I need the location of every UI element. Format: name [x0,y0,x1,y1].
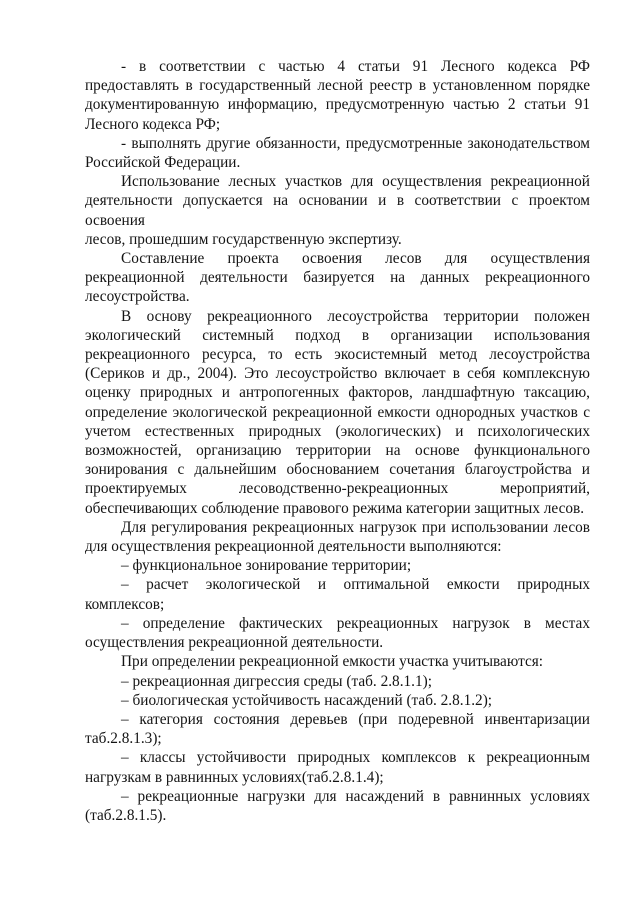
document-page [85,57,590,825]
list-item [85,575,590,613]
text-line: Составление проекта освоения лесов для осуществления [121,250,590,268]
text-line: лесов, прошедшим государственную экспертизу. [85,230,402,248]
text-line: возможностей, организацию территории на основе функционального [85,442,590,460]
text-line: деятельности допускается на основании и в соответствии с проектом освоения [85,192,590,229]
text-line: обеспечивающих соблюдение правового режима категории защитных лесов. [85,499,585,517]
text-line: В основу рекреационного лесоустройства территории положен [121,307,590,325]
text-line: определение экологической рекреационной емкости однородных участков с [85,403,590,421]
text-line: При определении рекреационной емкости участка учитываются: [121,653,544,671]
paragraph-lesoustroistvo [85,307,590,518]
text-line: – расчет экологической и оптимальной емкости природных комплексов; [85,576,590,613]
text-line: Для регулирования рекреационных нагрузок при использовании лесов [121,518,590,536]
text-line: – определение фактических рекреационных нагрузок в местах [121,614,590,632]
text-line: зонирования с дальнейшим обоснованием сочетания благоустройства и [85,461,590,479]
text-line: Использование лесных участков для осуществления рекреационной [121,173,590,191]
text-line: (Сериков и др., 2004). Это лесоустройство включает в себя комплексную [85,365,590,383]
list-item [85,748,590,786]
text-line: для осуществления рекреационной деятельности выполняются: [85,538,502,556]
list-item [85,787,590,825]
paragraph-obyazannosti [85,134,590,172]
text-line: нагрузкам в равнинных условиях(таб.2.8.1.4); [85,768,384,786]
text-line: экологический системный подход в организации использования [85,326,590,344]
text-line: таб.2.8.1.3); [85,730,162,748]
text-line: – классы устойчивости природных комплексов к рекреационным [121,749,590,767]
paragraph-reestr [85,57,590,134]
text-line: рекреационного ресурса, то есть экосистемный метод лесоустройства [85,346,590,364]
list-item [85,691,590,710]
text-line: Лесного кодекса РФ; [85,115,221,133]
text-line: осуществления рекреационной деятельности. [85,634,384,652]
list-item [85,672,590,691]
text-line: – рекреационная дигрессия среды (таб. 2.8.1.1); [121,672,432,690]
text-line: предоставлять в государственный лесной реестр в установленном порядке [85,77,590,95]
text-line: - выполнять другие обязанности, предусмотренные законодательством [121,134,590,152]
text-line: лесоустройства. [85,288,190,306]
text-line: оценку природных и антропогенных факторов, ландшафтную таксацию, [85,384,590,402]
text-line: – биологическая устойчивость насаждений (таб. 2.8.1.2); [121,691,493,709]
paragraph-emkost [85,652,590,671]
text-line: (таб.2.8.1.5). [85,806,167,824]
text-line: – рекреационные нагрузки для насаждений в равнинных условиях [121,787,590,805]
paragraph-regulirovanie [85,518,590,556]
paragraph-sostavlenie [85,249,590,307]
text-line: – функциональное зонирование территории; [121,557,412,575]
text-line: - в соответствии с частью 4 статьи 91 Лесного кодекса РФ [121,58,590,75]
text-line: Российской Федерации. [85,154,241,172]
list-item [85,614,590,652]
text-line: проектируемых лесоводственно-рекреационных мероприятий, [85,480,590,498]
list-item [85,710,590,748]
paragraph-ispolzovanie [85,172,590,249]
text-line: рекреационной деятельности базируется на данных рекреационного [85,269,590,287]
text-line: – категория состояния деревьев (при подеревной инвентаризации [121,710,590,728]
list-item [85,556,590,575]
text-line: учетом естественных природных (экологических) и психологических [85,422,590,440]
text-line: документированную информацию, предусмотренную частью 2 статьи 91 [85,96,590,114]
